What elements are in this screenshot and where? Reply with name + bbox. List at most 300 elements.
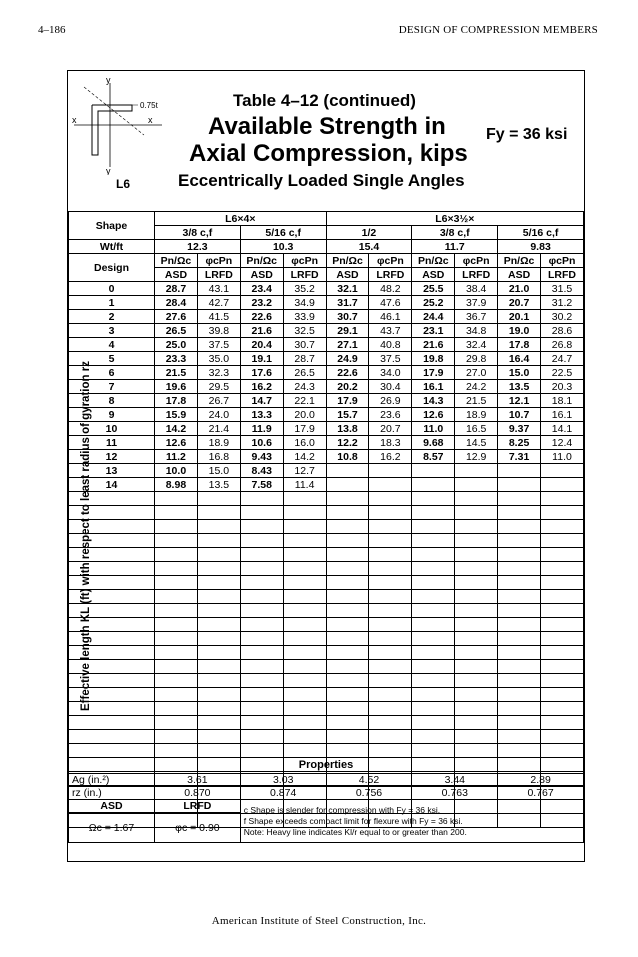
blank-cell bbox=[369, 716, 412, 730]
blank-row bbox=[69, 604, 584, 618]
table-row bbox=[69, 296, 584, 310]
lrfd-header: LRFD bbox=[541, 268, 584, 282]
ag-value: 3.44 bbox=[412, 774, 498, 787]
table-row bbox=[69, 422, 584, 436]
blank-cell bbox=[326, 534, 369, 548]
blank-cell bbox=[155, 604, 198, 618]
blank-cell bbox=[326, 632, 369, 646]
note-heavy-line: Note: Heavy line indicates Kl/r equal to or greater than 200. bbox=[243, 826, 467, 837]
strength-value: 10.0 bbox=[155, 464, 198, 478]
blank-cell bbox=[155, 492, 198, 506]
phi-pn-header: φcPn bbox=[369, 254, 412, 268]
table-row bbox=[69, 394, 584, 408]
table-row bbox=[69, 478, 584, 492]
strength-value: 22.1 bbox=[283, 394, 326, 408]
strength-value: 33.9 bbox=[283, 310, 326, 324]
page-number: 4–186 bbox=[38, 24, 66, 36]
blank-cell bbox=[155, 506, 198, 520]
blank-cell bbox=[326, 674, 369, 688]
strength-value: 29.1 bbox=[326, 324, 369, 338]
strength-value: 26.5 bbox=[283, 366, 326, 380]
strength-value: 14.1 bbox=[541, 422, 584, 436]
yield-strength: Fy = 36 ksi bbox=[486, 126, 568, 143]
blank-cell bbox=[155, 674, 198, 688]
strength-value: 20.7 bbox=[498, 296, 541, 310]
pn-omega-header: Pn/Ωc bbox=[498, 254, 541, 268]
blank-cell bbox=[498, 688, 541, 702]
blank-cell bbox=[369, 646, 412, 660]
blank-cell bbox=[326, 646, 369, 660]
lrfd-header: LRFD bbox=[369, 268, 412, 282]
strength-value bbox=[326, 478, 369, 492]
phi-value: φc = 0.90 bbox=[155, 813, 241, 843]
pn-omega-header: Pn/Ωc bbox=[155, 254, 198, 268]
strength-value: 9.37 bbox=[498, 422, 541, 436]
strength-value: 26.9 bbox=[369, 394, 412, 408]
strength-value: 20.7 bbox=[369, 422, 412, 436]
strength-value: 40.8 bbox=[369, 338, 412, 352]
blank-cell bbox=[369, 506, 412, 520]
blank-cell bbox=[412, 702, 455, 716]
strength-value bbox=[412, 478, 455, 492]
table-row bbox=[69, 366, 584, 380]
blank-cell bbox=[541, 618, 584, 632]
strength-value: 24.4 bbox=[412, 310, 455, 324]
blank-cell bbox=[455, 632, 498, 646]
blank-cell bbox=[498, 702, 541, 716]
blank-cell bbox=[369, 688, 412, 702]
strength-value: 13.3 bbox=[240, 408, 283, 422]
blank-cell bbox=[155, 618, 198, 632]
properties-title: Properties bbox=[298, 759, 354, 771]
blank-cell bbox=[197, 730, 240, 744]
ag-value: 3.03 bbox=[240, 774, 326, 787]
kl-value: 14 bbox=[69, 478, 155, 492]
blank-cell bbox=[498, 576, 541, 590]
strength-value: 17.8 bbox=[498, 338, 541, 352]
shape-label: Shape bbox=[69, 212, 155, 240]
strength-value: 26.7 bbox=[197, 394, 240, 408]
blank-cell bbox=[541, 604, 584, 618]
blank-cell bbox=[197, 492, 240, 506]
table-row bbox=[69, 464, 584, 478]
blank-row bbox=[69, 674, 584, 688]
pn-omega-header: Pn/Ωc bbox=[240, 254, 283, 268]
thickness-header: 5/16 c,f bbox=[498, 226, 584, 240]
blank-cell bbox=[541, 576, 584, 590]
strength-value: 31.5 bbox=[541, 282, 584, 296]
blank-cell bbox=[541, 702, 584, 716]
phi-pn-header: φcPn bbox=[541, 254, 584, 268]
diagram-x-left: x bbox=[72, 115, 77, 125]
blank-cell bbox=[283, 618, 326, 632]
blank-cell bbox=[369, 562, 412, 576]
blank-cell bbox=[326, 520, 369, 534]
strength-value: 20.3 bbox=[541, 380, 584, 394]
blank-cell bbox=[498, 716, 541, 730]
strength-value: 14.2 bbox=[155, 422, 198, 436]
strength-value: 11.9 bbox=[240, 422, 283, 436]
blank-cell bbox=[498, 548, 541, 562]
blank-cell bbox=[155, 646, 198, 660]
rz-value: 0.767 bbox=[498, 787, 584, 800]
blank-cell bbox=[240, 660, 283, 674]
table-row bbox=[69, 450, 584, 464]
kl-value: 1 bbox=[69, 296, 155, 310]
blank-cell bbox=[412, 660, 455, 674]
strength-value: 12.9 bbox=[455, 450, 498, 464]
blank-cell bbox=[240, 716, 283, 730]
strength-value: 30.7 bbox=[283, 338, 326, 352]
strength-value: 23.3 bbox=[155, 352, 198, 366]
lrfd-header: LRFD bbox=[455, 268, 498, 282]
blank-cell bbox=[240, 632, 283, 646]
strength-value: 35.0 bbox=[197, 352, 240, 366]
blank-cell bbox=[498, 590, 541, 604]
blank-cell bbox=[326, 618, 369, 632]
blank-cell bbox=[197, 534, 240, 548]
blank-cell bbox=[498, 632, 541, 646]
blank-cell bbox=[412, 492, 455, 506]
strength-value: 11.0 bbox=[412, 422, 455, 436]
kl-value: 7 bbox=[69, 380, 155, 394]
blank-cell bbox=[412, 548, 455, 562]
angle-section-diagram bbox=[72, 75, 182, 175]
thickness-header: 1/2 bbox=[326, 226, 412, 240]
blank-cell bbox=[240, 702, 283, 716]
blank-cell bbox=[197, 590, 240, 604]
rz-value: 0.870 bbox=[155, 787, 241, 800]
blank-cell bbox=[283, 716, 326, 730]
blank-cell bbox=[541, 660, 584, 674]
blank-cell bbox=[455, 618, 498, 632]
blank-cell bbox=[155, 590, 198, 604]
strength-value: 25.2 bbox=[412, 296, 455, 310]
strength-value: 27.0 bbox=[455, 366, 498, 380]
kl-value: 6 bbox=[69, 366, 155, 380]
blank-row bbox=[69, 576, 584, 590]
blank-cell bbox=[283, 548, 326, 562]
blank-cell bbox=[498, 506, 541, 520]
strength-value: 25.5 bbox=[412, 282, 455, 296]
blank-cell bbox=[283, 730, 326, 744]
phi-pn-header: φcPn bbox=[197, 254, 240, 268]
blank-cell bbox=[197, 576, 240, 590]
table-frame bbox=[67, 70, 585, 862]
blank-cell bbox=[541, 632, 584, 646]
blank-cell bbox=[283, 744, 326, 758]
strength-value: 18.1 bbox=[541, 394, 584, 408]
blank-cell bbox=[240, 576, 283, 590]
strength-value: 16.0 bbox=[283, 436, 326, 450]
blank-cell bbox=[240, 688, 283, 702]
blank-cell bbox=[498, 660, 541, 674]
blank-cell bbox=[455, 604, 498, 618]
strength-value: 18.9 bbox=[455, 408, 498, 422]
ag-value: 3.61 bbox=[155, 774, 241, 787]
strength-value: 8.57 bbox=[412, 450, 455, 464]
title-line-2: Axial Compression, kips bbox=[189, 140, 468, 167]
blank-cell bbox=[498, 730, 541, 744]
strength-value: 46.1 bbox=[369, 310, 412, 324]
kl-value: 12 bbox=[69, 450, 155, 464]
strength-value: 23.4 bbox=[240, 282, 283, 296]
diagram-y-bottom: y bbox=[106, 166, 111, 175]
blank-cell bbox=[197, 520, 240, 534]
blank-cell bbox=[283, 632, 326, 646]
strength-value: 26.5 bbox=[155, 324, 198, 338]
strength-value bbox=[498, 478, 541, 492]
strength-value: 8.98 bbox=[155, 478, 198, 492]
blank-cell bbox=[412, 576, 455, 590]
strength-value: 32.5 bbox=[283, 324, 326, 338]
phi-pn-header: φcPn bbox=[283, 254, 326, 268]
blank-cell bbox=[541, 674, 584, 688]
blank-cell bbox=[240, 730, 283, 744]
section-title: DESIGN OF COMPRESSION MEMBERS bbox=[398, 24, 598, 36]
asd-header: ASD bbox=[155, 268, 198, 282]
blank-cell bbox=[455, 534, 498, 548]
blank-row bbox=[69, 702, 584, 716]
blank-cell bbox=[412, 730, 455, 744]
blank-cell bbox=[155, 688, 198, 702]
blank-cell bbox=[240, 520, 283, 534]
blank-cell bbox=[240, 646, 283, 660]
blank-cell bbox=[283, 674, 326, 688]
strength-value: 21.5 bbox=[155, 366, 198, 380]
omega-value: Ωc = 1.67 bbox=[69, 813, 155, 843]
side-axis-label: Effective length KL (ft) with respect to least radius of gyration rz bbox=[80, 361, 92, 711]
kl-value: 0 bbox=[69, 282, 155, 296]
blank-cell bbox=[455, 716, 498, 730]
table-row bbox=[69, 380, 584, 394]
blank-cell bbox=[498, 604, 541, 618]
ag-value: 4.52 bbox=[326, 774, 412, 787]
strength-value: 41.5 bbox=[197, 310, 240, 324]
blank-row bbox=[69, 646, 584, 660]
strength-value: 7.58 bbox=[240, 478, 283, 492]
blank-row bbox=[69, 730, 584, 744]
strength-value: 22.6 bbox=[326, 366, 369, 380]
strength-table bbox=[68, 211, 584, 828]
strength-value: 27.1 bbox=[326, 338, 369, 352]
strength-value: 12.2 bbox=[326, 436, 369, 450]
strength-value: 11.0 bbox=[541, 450, 584, 464]
kl-value: 3 bbox=[69, 324, 155, 338]
strength-value: 17.9 bbox=[283, 422, 326, 436]
blank-cell bbox=[541, 590, 584, 604]
strength-value: 19.6 bbox=[155, 380, 198, 394]
strength-value: 10.8 bbox=[326, 450, 369, 464]
ag-value: 2.89 bbox=[498, 774, 584, 787]
table-row bbox=[69, 310, 584, 324]
strength-value: 27.6 bbox=[155, 310, 198, 324]
design-label: Design bbox=[69, 254, 155, 282]
strength-value: 11.4 bbox=[283, 478, 326, 492]
blank-cell bbox=[197, 646, 240, 660]
kl-value: 4 bbox=[69, 338, 155, 352]
blank-cell bbox=[69, 716, 155, 730]
strength-value: 8.43 bbox=[240, 464, 283, 478]
strength-value: 32.1 bbox=[326, 282, 369, 296]
strength-value bbox=[455, 464, 498, 478]
strength-value: 10.7 bbox=[498, 408, 541, 422]
blank-cell bbox=[197, 674, 240, 688]
strength-value: 16.2 bbox=[240, 380, 283, 394]
blank-row bbox=[69, 534, 584, 548]
table-row bbox=[69, 282, 584, 296]
strength-value: 21.4 bbox=[197, 422, 240, 436]
diagram-x-right: x bbox=[148, 115, 153, 125]
weight-value: 12.3 bbox=[155, 240, 241, 254]
blank-cell bbox=[326, 548, 369, 562]
blank-cell bbox=[412, 604, 455, 618]
blank-cell bbox=[498, 618, 541, 632]
weight-value: 10.3 bbox=[240, 240, 326, 254]
strength-value: 17.9 bbox=[326, 394, 369, 408]
kl-value: 8 bbox=[69, 394, 155, 408]
blank-cell bbox=[369, 744, 412, 758]
blank-cell bbox=[283, 702, 326, 716]
strength-value: 12.1 bbox=[498, 394, 541, 408]
strength-value: 14.2 bbox=[283, 450, 326, 464]
shape-tag: L6 bbox=[116, 177, 131, 191]
table-row bbox=[69, 324, 584, 338]
footer: American Institute of Steel Construction, Inc. bbox=[211, 915, 427, 927]
blank-cell bbox=[240, 562, 283, 576]
blank-cell bbox=[155, 744, 198, 758]
blank-cell bbox=[455, 674, 498, 688]
blank-cell bbox=[283, 576, 326, 590]
strength-value bbox=[541, 464, 584, 478]
thickness-header: 5/16 c,f bbox=[240, 226, 326, 240]
blank-cell bbox=[498, 534, 541, 548]
blank-cell bbox=[369, 730, 412, 744]
strength-value: 34.8 bbox=[455, 324, 498, 338]
strength-value: 32.4 bbox=[455, 338, 498, 352]
title-block bbox=[68, 71, 584, 211]
blank-cell bbox=[326, 590, 369, 604]
blank-cell bbox=[498, 646, 541, 660]
strength-value: 29.8 bbox=[455, 352, 498, 366]
strength-value: 38.4 bbox=[455, 282, 498, 296]
strength-value: 16.1 bbox=[541, 408, 584, 422]
strength-value: 24.2 bbox=[455, 380, 498, 394]
strength-value: 20.0 bbox=[283, 408, 326, 422]
strength-value: 32.3 bbox=[197, 366, 240, 380]
strength-value: 14.5 bbox=[455, 436, 498, 450]
blank-cell bbox=[326, 688, 369, 702]
group-1: L6×4× bbox=[155, 212, 327, 226]
strength-value: 15.0 bbox=[498, 366, 541, 380]
blank-row bbox=[69, 688, 584, 702]
strength-value: 20.2 bbox=[326, 380, 369, 394]
strength-value bbox=[412, 464, 455, 478]
strength-value: 9.43 bbox=[240, 450, 283, 464]
lrfd-header: LRFD bbox=[197, 268, 240, 282]
strength-value bbox=[369, 464, 412, 478]
strength-value: 14.3 bbox=[412, 394, 455, 408]
blank-cell bbox=[240, 506, 283, 520]
blank-cell bbox=[155, 576, 198, 590]
rz-value: 0.756 bbox=[326, 787, 412, 800]
strength-value: 18.3 bbox=[369, 436, 412, 450]
diagram-offset-label: 0.75t bbox=[140, 101, 158, 110]
blank-cell bbox=[155, 716, 198, 730]
blank-cell bbox=[455, 744, 498, 758]
blank-cell bbox=[369, 702, 412, 716]
blank-cell bbox=[240, 604, 283, 618]
asd-header: ASD bbox=[326, 268, 369, 282]
blank-cell bbox=[369, 520, 412, 534]
strength-value: 28.7 bbox=[283, 352, 326, 366]
properties-table bbox=[68, 773, 584, 843]
blank-cell bbox=[283, 590, 326, 604]
asd-header: ASD bbox=[412, 268, 455, 282]
blank-cell bbox=[326, 506, 369, 520]
strength-value: 7.31 bbox=[498, 450, 541, 464]
strength-value: 19.0 bbox=[498, 324, 541, 338]
strength-value: 24.7 bbox=[541, 352, 584, 366]
strength-value: 34.0 bbox=[369, 366, 412, 380]
blank-cell bbox=[240, 674, 283, 688]
strength-value: 47.6 bbox=[369, 296, 412, 310]
diagram-y-top: y bbox=[106, 75, 111, 85]
weight-value: 11.7 bbox=[412, 240, 498, 254]
asd-label: ASD bbox=[69, 800, 155, 813]
blank-cell bbox=[283, 604, 326, 618]
weight-value: 15.4 bbox=[326, 240, 412, 254]
blank-cell bbox=[369, 590, 412, 604]
kl-value: 9 bbox=[69, 408, 155, 422]
blank-cell bbox=[283, 646, 326, 660]
blank-cell bbox=[197, 562, 240, 576]
blank-cell bbox=[197, 548, 240, 562]
strength-value: 31.2 bbox=[541, 296, 584, 310]
thickness-header: 3/8 c,f bbox=[412, 226, 498, 240]
blank-cell bbox=[240, 492, 283, 506]
asd-header: ASD bbox=[240, 268, 283, 282]
strength-value: 9.68 bbox=[412, 436, 455, 450]
blank-cell bbox=[369, 604, 412, 618]
group-2: L6×3½× bbox=[326, 212, 583, 226]
blank-cell bbox=[369, 618, 412, 632]
blank-cell bbox=[326, 702, 369, 716]
strength-value: 28.4 bbox=[155, 296, 198, 310]
strength-value: 22.5 bbox=[541, 366, 584, 380]
blank-row bbox=[69, 492, 584, 506]
blank-cell bbox=[283, 688, 326, 702]
blank-row bbox=[69, 520, 584, 534]
strength-value: 15.9 bbox=[155, 408, 198, 422]
thickness-header: 3/8 c,f bbox=[155, 226, 241, 240]
blank-cell bbox=[369, 674, 412, 688]
blank-cell bbox=[283, 492, 326, 506]
blank-cell bbox=[326, 660, 369, 674]
blank-row bbox=[69, 744, 584, 758]
table-row bbox=[69, 338, 584, 352]
blank-cell bbox=[283, 534, 326, 548]
strength-value: 14.7 bbox=[240, 394, 283, 408]
blank-cell bbox=[412, 590, 455, 604]
title-line-1: Available Strength in bbox=[208, 113, 446, 140]
blank-cell bbox=[155, 730, 198, 744]
strength-value: 28.6 bbox=[541, 324, 584, 338]
blank-cell bbox=[412, 534, 455, 548]
blank-cell bbox=[455, 646, 498, 660]
strength-value: 37.9 bbox=[455, 296, 498, 310]
strength-value: 13.5 bbox=[197, 478, 240, 492]
